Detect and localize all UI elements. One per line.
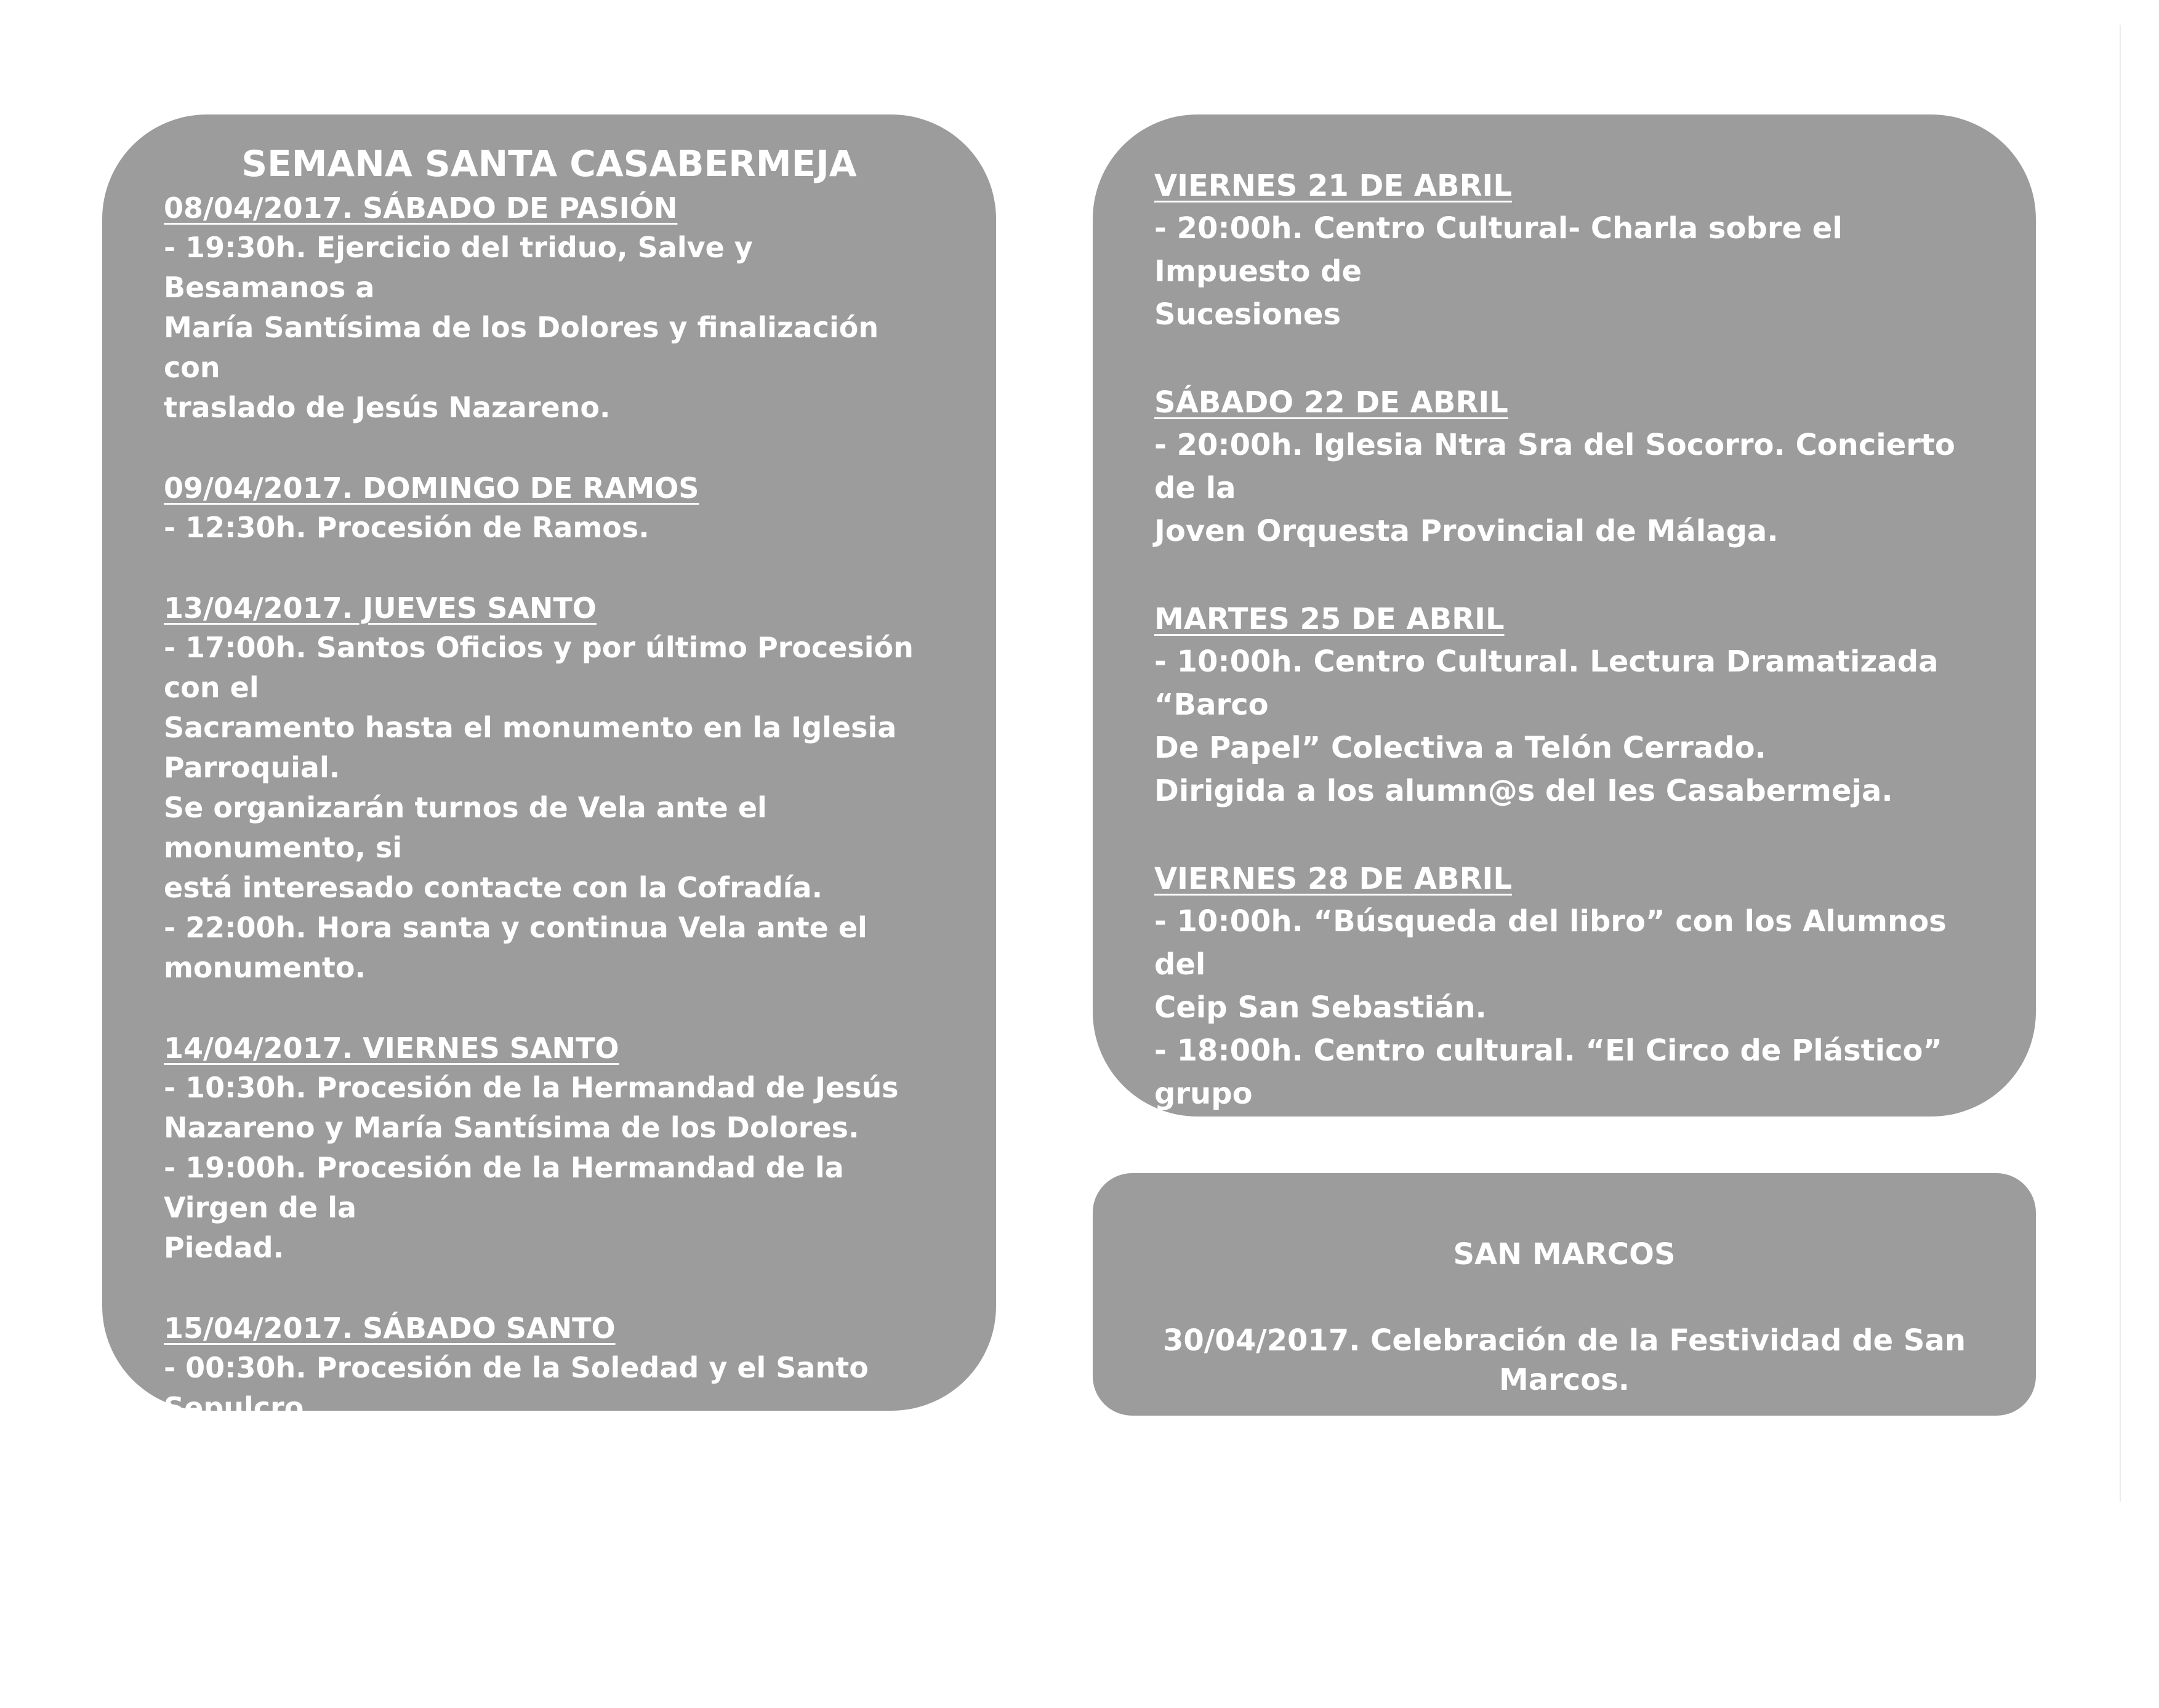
event-line: - 12:30h. Santa Misa Gloriosa y Proceción de Cristo [164, 1591, 878, 1664]
section-jueves-santo [164, 588, 935, 988]
event-line: María Santísima de los Dolores y finalización con [164, 311, 879, 384]
semana-santa-title: SEMANA SANTA CASABERMEJA [241, 143, 857, 185]
event-line: - 10:00h. “Búsqueda del libro” con los Alumnos del [1154, 904, 1947, 982]
event-line: Dirigida a los alumn@s del Ies Casabermeja. [1154, 774, 1893, 808]
section-heading: MARTES 25 DE ABRIL [1154, 602, 1505, 636]
event-line: - 18:00h. Centro cultural. “El Circo de Plástico” grupo [1154, 1033, 1943, 1111]
event-line: - 12:30h. Procesión de Ramos. [164, 511, 649, 544]
section-martes-25 [1154, 598, 1974, 812]
section-heading: 16/04/2017. DOMINGO DE RESURECCIÓN [164, 1552, 808, 1585]
event-line: monumento. [164, 951, 366, 984]
section-heading: VIERNES 28 DE ABRIL [1154, 862, 1512, 896]
event-line: Ceip San Sebastián. [1154, 990, 1487, 1025]
event-line: Resucitado. [164, 1671, 352, 1704]
section-heading: 08/04/2017. SÁBADO DE PASIÓN [164, 191, 678, 225]
event-line: Parroquial. [164, 751, 340, 784]
event-line: - 19:30h. Ejercicio del triduo, Salve y Besamanos a [164, 231, 753, 304]
section-viernes-santo [164, 1028, 935, 1268]
event-line: de teatro infantil de Casabermeja. dirige Manuel [1154, 1120, 1967, 1154]
section-heading: 15/04/2017. SÁBADO SANTO [164, 1312, 616, 1345]
section-heading: 13/04/2017. JUEVES SANTO [164, 591, 597, 625]
event-line: Nazareno y María Santísima de los Dolores. [164, 1111, 859, 1144]
event-line: Joven Orquesta Provincial de Málaga. [1154, 514, 1779, 548]
san-marcos-panel [1093, 1173, 2036, 1416]
section-heading: 09/04/2017. DOMINGO DE RAMOS [164, 471, 699, 505]
section-sabado-pasion [164, 188, 935, 428]
semana-santa-panel [102, 114, 996, 1704]
section-sabado-santo [164, 1309, 935, 1508]
event-line: - 00:30h. Procesión de la Soledad y el Santo Sepulcro. [164, 1351, 869, 1424]
event-line: - 20:00h. Iglesia Ntra Sra del Socorro. Concierto de la [1154, 428, 1955, 505]
section-viernes-28 [1154, 858, 1974, 1201]
section-domingo-resureccion [164, 1549, 935, 1708]
event-line: De Papel” Colectiva a Telón Cerrado. [1154, 731, 1766, 765]
event-line: está interesado contacte con la Cofradía. [164, 871, 823, 904]
page-edge-divider [2120, 25, 2121, 1502]
event-line: - 20:00h. Centro Cultural- Charla sobre el Impuesto de [1154, 211, 1843, 289]
event-line: Sucesiones [1154, 297, 1341, 332]
section-domingo-ramos [164, 468, 935, 548]
event-line: - 10:30h. Procesión de la Hermandad de Jesús [164, 1071, 899, 1104]
event-line: Piedad. [164, 1231, 284, 1264]
section-heading: SÁBADO 22 DE ABRIL [1154, 385, 1508, 420]
san-marcos-event: 30/04/2017. Celebración de la Festividad de San Marcos. [1162, 1323, 1966, 1397]
section-sabado-22 [1154, 382, 1974, 553]
section-heading: VIERNES 21 DE ABRIL [1154, 169, 1512, 203]
section-viernes-21 [1154, 165, 1974, 336]
section-heading: 14/04/2017. VIERNES SANTO [164, 1032, 619, 1065]
san-marcos-title: SAN MARCOS [1453, 1237, 1676, 1272]
abril-events-panel [1093, 114, 2036, 1154]
event-line: - 22:00h. Hora santa y continua Vela ante el [164, 911, 867, 944]
event-line: - 10:00h. Centro Cultural. Lectura Dramatizada “Barco [1154, 644, 1939, 722]
event-line: - 17:00h. Santos Oficios y por último Procesión con el [164, 631, 914, 704]
event-line: Sacramento hasta el monumento en la Iglesia [164, 711, 897, 744]
event-line: - 19:00h. Procesión de la Hermandad de la Virgen de la [164, 1151, 844, 1224]
event-line: - 22:00h. Solemne Vigilia Pascual de Resurrección. [164, 1431, 745, 1504]
event-line: Se organizarán turnos de Vela ante el monumento, si [164, 791, 767, 864]
event-line: traslado de Jesús Nazareno. [164, 391, 611, 424]
